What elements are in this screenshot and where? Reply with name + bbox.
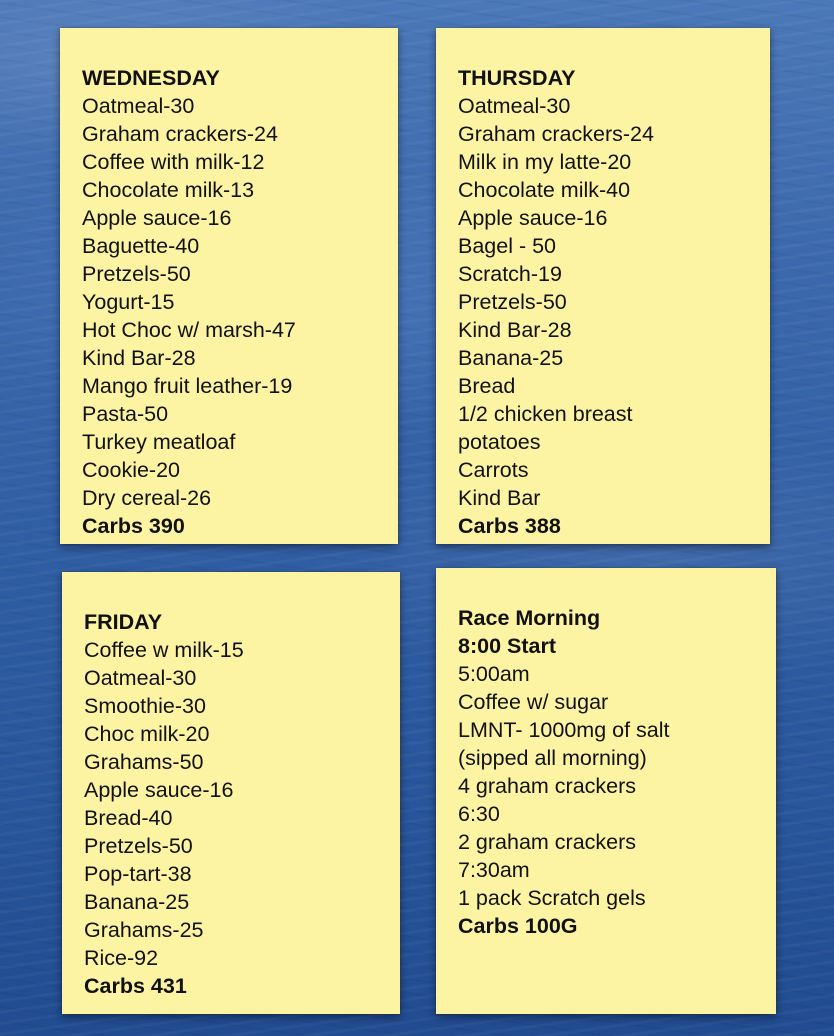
note-title: Race Morning	[458, 606, 601, 630]
note-line: Choc milk-20	[84, 722, 210, 746]
note-total: Carbs 100G	[458, 914, 578, 938]
note-line: Baguette-40	[82, 234, 200, 258]
note-line: Pretzels-50	[82, 262, 191, 286]
note-line: Pretzels-50	[458, 290, 567, 314]
note-line: 1 pack Scratch gels	[458, 886, 646, 910]
note-line: Dry cereal-26	[82, 486, 212, 510]
note-line: (sipped all morning)	[458, 746, 647, 770]
sticky-note-thursday[interactable]	[436, 28, 770, 544]
note-line: Grahams-50	[84, 750, 204, 774]
sticky-note-wednesday[interactable]	[60, 28, 398, 544]
note-line: Coffee w/ sugar	[458, 690, 609, 714]
note-line: Bagel - 50	[458, 234, 557, 258]
note-line: Banana-25	[458, 346, 564, 370]
note-title: THURSDAY	[458, 66, 576, 90]
note-line: Oatmeal-30	[458, 94, 571, 118]
note-line: Smoothie-30	[84, 694, 206, 718]
note-line: Oatmeal-30	[84, 666, 197, 690]
note-line: Apple sauce-16	[84, 778, 234, 802]
note-line: Kind Bar-28	[458, 318, 572, 342]
note-line: Bread	[458, 374, 516, 398]
note-line: Graham crackers-24	[458, 122, 654, 146]
note-line: 1/2 chicken breast	[458, 402, 633, 426]
note-total: Carbs 390	[82, 514, 185, 538]
note-line: 4 graham crackers	[458, 774, 637, 798]
sticky-note-friday[interactable]	[62, 572, 400, 1014]
note-subtitle: 8:00 Start	[458, 634, 556, 658]
note-line: Apple sauce-16	[82, 206, 232, 230]
note-line: 7:30am	[458, 858, 530, 882]
note-line: Hot Choc w/ marsh-47	[82, 318, 296, 342]
note-line: Kind Bar	[458, 486, 541, 510]
note-line: Kind Bar-28	[82, 346, 196, 370]
note-line: Coffee with milk-12	[82, 150, 265, 174]
note-line: Scratch-19	[458, 262, 562, 286]
note-line: Pasta-50	[82, 402, 169, 426]
note-line: Chocolate milk-13	[82, 178, 255, 202]
note-line: Pretzels-50	[84, 834, 193, 858]
note-line: Yogurt-15	[82, 290, 175, 314]
note-total: Carbs 388	[458, 514, 561, 538]
note-title: FRIDAY	[84, 610, 163, 634]
note-line: Bread-40	[84, 806, 173, 830]
note-line: Cookie-20	[82, 458, 180, 482]
note-title: WEDNESDAY	[82, 66, 220, 90]
note-line: Pop-tart-38	[84, 862, 192, 886]
note-line: potatoes	[458, 430, 541, 454]
note-total: Carbs 431	[84, 974, 187, 998]
sticky-note-race-morning[interactable]	[436, 568, 776, 1014]
note-line: Graham crackers-24	[82, 122, 278, 146]
note-line: Coffee w milk-15	[84, 638, 244, 662]
note-line: Mango fruit leather-19	[82, 374, 293, 398]
note-line: 5:00am	[458, 662, 530, 686]
note-line: Grahams-25	[84, 918, 204, 942]
note-line: LMNT- 1000mg of salt	[458, 718, 670, 742]
note-line: 2 graham crackers	[458, 830, 637, 854]
note-line: Apple sauce-16	[458, 206, 608, 230]
note-line: Milk in my latte-20	[458, 150, 632, 174]
note-line: Chocolate milk-40	[458, 178, 631, 202]
note-line: Rice-92	[84, 946, 159, 970]
note-line: 6:30	[458, 802, 500, 826]
note-line: Banana-25	[84, 890, 190, 914]
note-line: Carrots	[458, 458, 529, 482]
note-line: Oatmeal-30	[82, 94, 195, 118]
note-line: Turkey meatloaf	[82, 430, 236, 454]
